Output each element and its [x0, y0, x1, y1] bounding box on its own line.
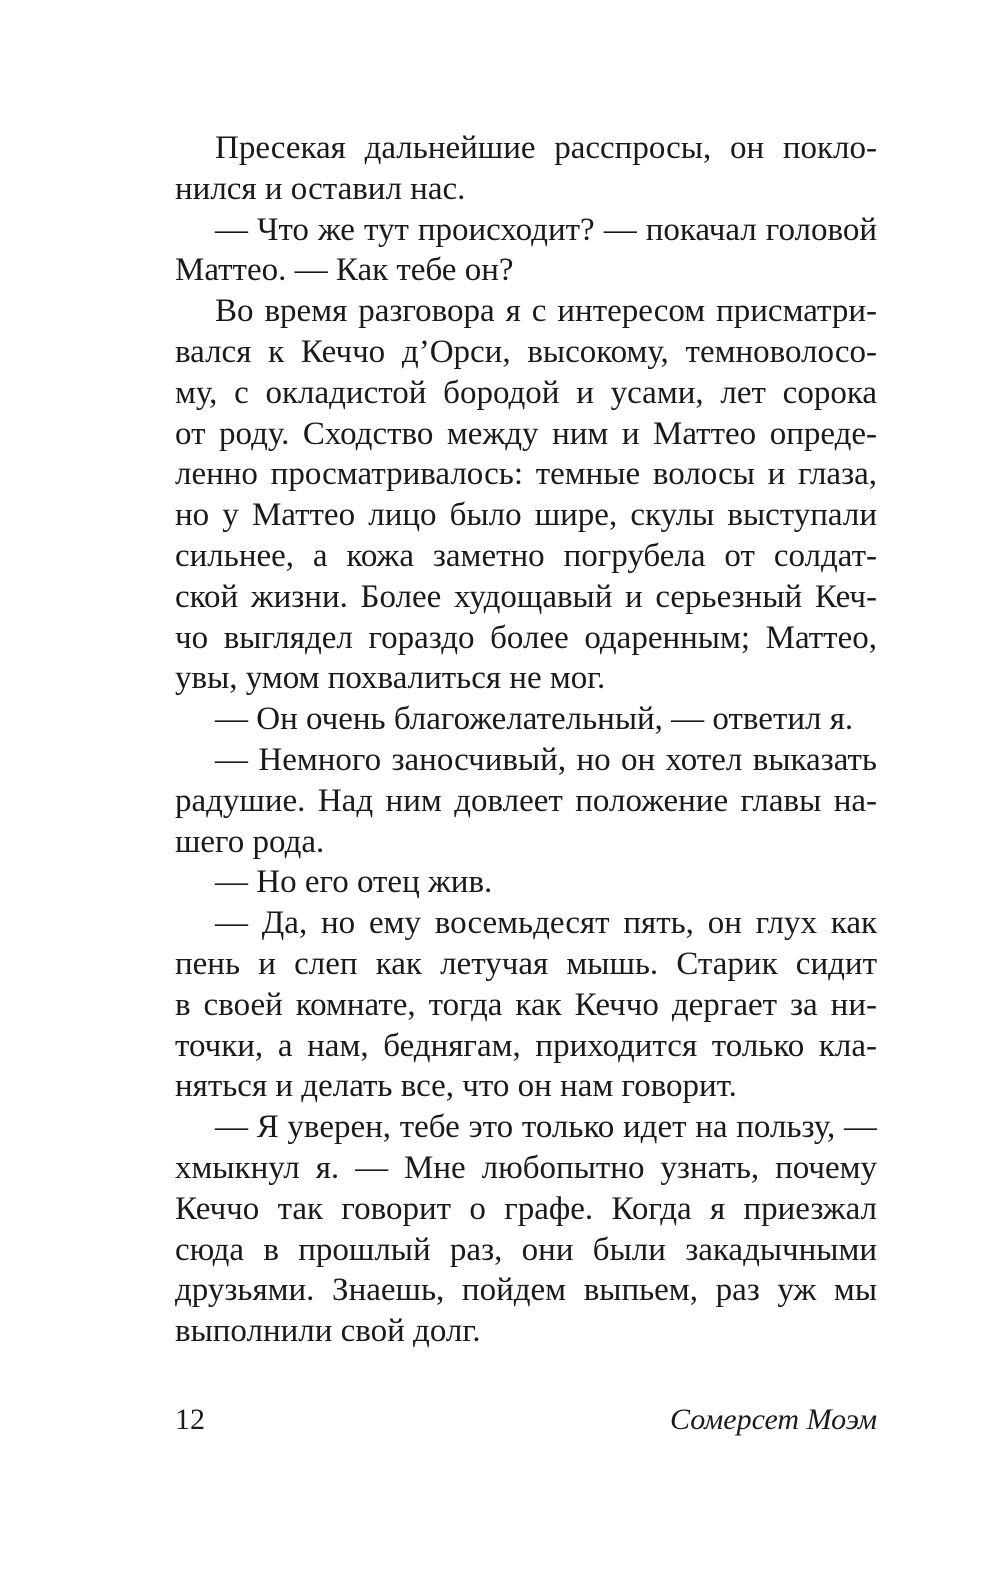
text-line: выполнили свой долг. — [175, 1313, 481, 1350]
text-line: увы, умом похвалиться не мог. — [175, 660, 606, 697]
page-body — [175, 128, 877, 1352]
text-line: точки, а нам, беднягам, приходится только кла- — [175, 1027, 877, 1064]
text-line: сильнее, а кожа заметно погрубела от солдат- — [175, 537, 877, 574]
text-line: нился и оставил нас. — [175, 170, 466, 207]
text-line: хмыкнул я. — Мне любопытно узнать, почему — [175, 1149, 877, 1186]
text-line: ской жизни. Более худощавый и серьезный Кеч- — [175, 578, 877, 615]
text-line: друзьями. Знаешь, пойдем выпьем, раз уж мы — [175, 1272, 877, 1309]
text-line: чо выглядел гораздо более одаренным; Маттео, — [175, 619, 877, 656]
text-line: — Он очень благожелательный, — ответил я. — [215, 701, 854, 738]
text-line: Маттео. — Как тебе он? — [175, 252, 514, 289]
running-title: Сомерсет Моэм — [670, 1403, 877, 1436]
text-line: сюда в прошлый раз, они были закадычными — [175, 1231, 877, 1268]
text-line: — Я уверен, тебе это только идет на пользу, — — [215, 1109, 877, 1146]
text-line: му, с окладистой бородой и усами, лет сорока — [175, 374, 877, 411]
text-line: пень и слеп как летучая мышь. Старик сидит — [175, 945, 877, 982]
text-line: няться и делать все, что он нам говорит. — [175, 1068, 737, 1105]
text-line: — Но его отец жив. — [215, 864, 493, 901]
text-line: — Немного заносчивый, но он хотел выказать — [215, 741, 877, 778]
text-line: — Да, но ему восемьдесят пять, он глух как — [215, 905, 877, 942]
text-line: в своей комнате, тогда как Кеччо дергает за ни- — [175, 986, 877, 1023]
page-footer — [175, 1400, 877, 1440]
text-line: — Что же тут происходит? — покачал головой — [215, 211, 877, 248]
text-line: но у Маттео лицо было шире, скулы выступали — [175, 497, 877, 534]
text-line: ленно просматривалось: темные волосы и глаза, — [175, 456, 877, 493]
page-number: 12 — [175, 1403, 205, 1436]
text-line: вался к Кеччо д’Орси, высокому, темноволосо- — [175, 333, 877, 370]
text-line: Кеччо так говорит о графе. Когда я приезжал — [175, 1190, 877, 1227]
text-line: шего рода. — [175, 823, 325, 860]
text-line: от роду. Сходство между ним и Маттео опреде- — [175, 415, 877, 452]
text-line: радушие. Над ним довлеет положение главы на- — [175, 782, 877, 819]
text-line: Пресекая дальнейшие расспросы, он покло- — [215, 130, 877, 166]
text-line: Во время разговора я с интересом присматри- — [215, 293, 877, 330]
